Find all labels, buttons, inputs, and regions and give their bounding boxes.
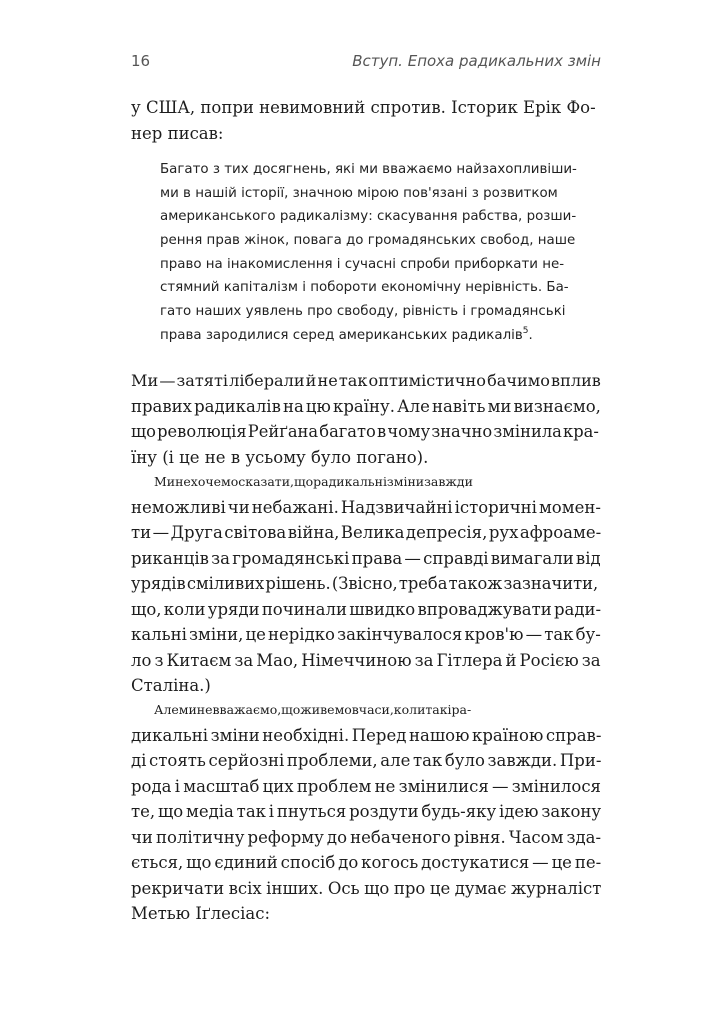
text-line: що революція Рейґана багато в чому значно змінила кра- [131, 422, 599, 441]
quote-line-text: права зародилися серед американських радикалів [160, 327, 523, 343]
quote-line: Багато з тих досягнень, які ми вважаємо найзахопливіши- [160, 162, 577, 177]
page-header [0, 52, 724, 76]
text-line: Ми не хочемо сказати, що радикальні зміни завжди [154, 474, 473, 489]
intro-paragraph [131, 95, 601, 146]
quote-line: стямний капіталізм і побороти економічну нерівність. Ба- [160, 280, 569, 296]
paragraph-2 [131, 469, 601, 699]
text-line: те, що медіа так і пнуться роздути будь-яку ідею закону [131, 802, 602, 821]
text-line: ді стоять серйозні проблеми, але так було завжди. При- [131, 751, 602, 770]
text-line: правих радикалів на цю країну. Але навіть ми визнаємо, [131, 396, 601, 416]
text-line: у США, попри невимовний спротив. Історик Ерік Фо- [131, 98, 596, 117]
text-line: риканців за громадянські права — справді вимагали від [131, 548, 601, 568]
text-line: Ми — затяті ліберали й не так оптимістично бачимо вплив [131, 371, 601, 390]
quote-line: гато наших уявлень про свободу, рівність і громадянські [160, 304, 566, 320]
text-line: дикальні зміни необхідні. Перед нашою країною справ- [131, 725, 602, 745]
text-line: рекричати всіх інших. Ось що про це думає журналіст [131, 878, 602, 898]
text-line: ти — Друга світова війна, Велика депресія, рух афроаме- [131, 523, 602, 542]
paragraph-3 [131, 697, 601, 927]
quote-line: американського радикалізму: скасування рабства, розши- [160, 209, 577, 225]
paragraph-1 [131, 368, 601, 470]
page-number: 16 [131, 52, 151, 70]
text-line: Але ми не вважаємо, що живемо в часи, коли такі ра- [154, 702, 472, 717]
text-line: Сталіна.) [131, 676, 211, 695]
text-line: урядів сміливих рішень. (Звісно, треба також зазначити, [131, 574, 599, 593]
text-line: чи політичну реформу до небаченого рівня. Часом зда- [131, 827, 602, 847]
text-line: Метью Іґлесіас: [131, 904, 271, 923]
footnote-marker[interactable]: 5 [522, 325, 529, 336]
text-line: рода і масштаб цих проблем не змінилися — змінилося [131, 776, 601, 796]
quote-line: рення прав жінок, повага до громадянських свобод, наше [160, 233, 576, 249]
text-line: нер писав: [131, 123, 224, 143]
running-title: Вступ. Епоха радикальних змін [352, 52, 601, 70]
text-line: ло з Китаєм за Мао, Німеччиною за Гітлера й Росією за [131, 650, 601, 670]
quote-end-punctuation: . [528, 327, 533, 343]
quote-line-last [160, 324, 600, 348]
quote-line: право на інакомислення і сучасні спроби приборкати не- [160, 256, 565, 272]
text-line: що, коли уряди починали швидко впроваджувати ради- [131, 599, 602, 619]
text-line: їну (і це не в усьому було погано). [131, 447, 429, 467]
block-quote [160, 158, 600, 348]
text-line: кальні зміни, це нерідко закінчувалося кров'ю — так бу- [131, 625, 601, 644]
text-line: неможливі чи небажані. Надзвичайні історичні момен- [131, 497, 601, 517]
text-line: ється, що єдиний спосіб до когось достукатися — це пе- [131, 853, 602, 872]
quote-line: ми в нашій історії, значною мірою пов'язані з розвитком [160, 185, 558, 201]
